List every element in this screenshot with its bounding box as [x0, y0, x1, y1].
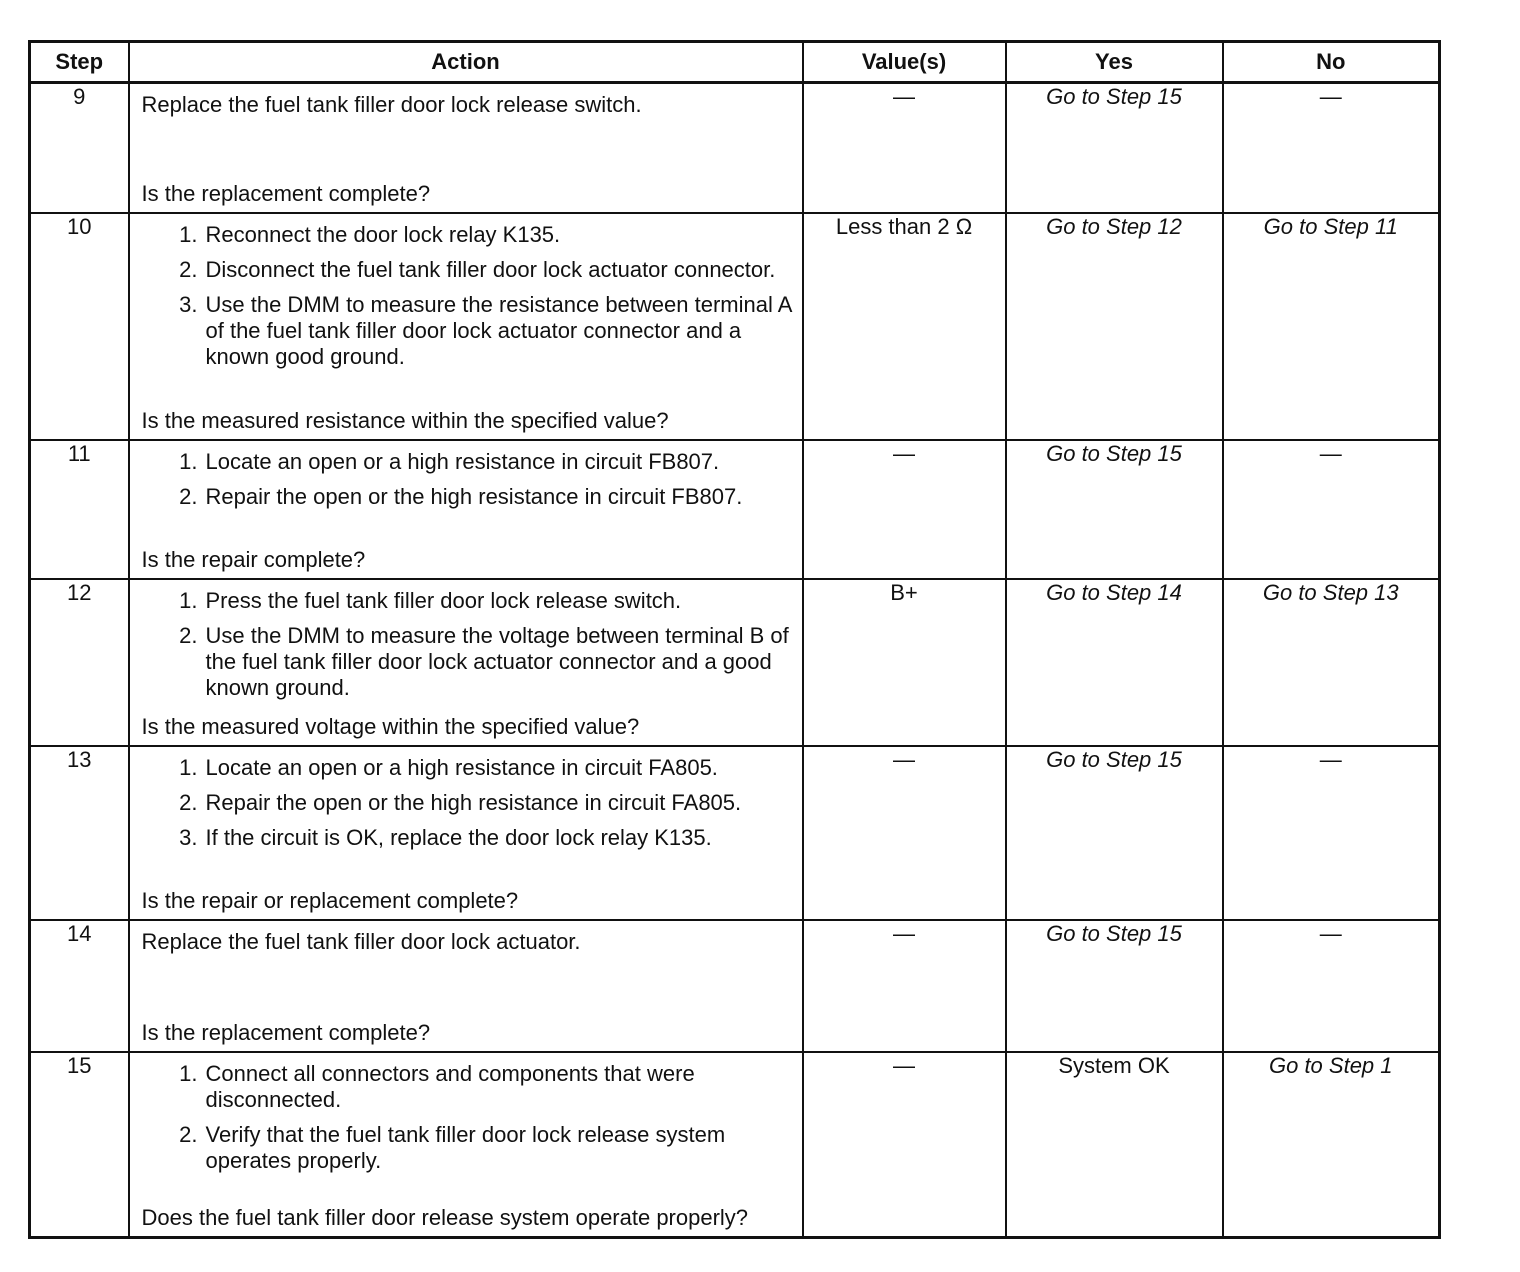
table-row: [30, 746, 1440, 920]
value-cell: —: [803, 1052, 1006, 1238]
step-number: 11: [30, 440, 129, 579]
list-item: 2. Use the DMM to measure the voltage between terminal B of the fuel tank filler door lock actuator connector and a good known ground.: [179, 623, 789, 700]
action-text: Replace the fuel tank filler door lock actuator.: [141, 929, 581, 954]
no-cell: —: [1223, 746, 1440, 920]
value-cell: —: [803, 440, 1006, 579]
action-steps: [142, 588, 792, 703]
header-row: [30, 42, 1440, 83]
yes-link[interactable]: Go to Step 15: [1006, 746, 1223, 920]
action-steps: [142, 1061, 792, 1176]
list-item: 1. Press the fuel tank filler door lock release switch.: [179, 588, 682, 613]
diagnostic-table: [28, 40, 1441, 1239]
action-question: Is the repair complete?: [141, 547, 366, 572]
table-row: [30, 83, 1440, 214]
yes-result: System OK: [1006, 1052, 1223, 1238]
value-cell: B+: [803, 579, 1006, 746]
step-number: 14: [30, 920, 129, 1052]
list-item: 1. Reconnect the door lock relay K135.: [179, 222, 561, 247]
table-row: [30, 213, 1440, 440]
value-cell: —: [803, 920, 1006, 1052]
header-step: Step: [30, 42, 129, 83]
action-cell: [129, 83, 803, 214]
yes-link[interactable]: Go to Step 15: [1006, 83, 1223, 214]
list-item: 2. Verify that the fuel tank filler door lock release system operates properly.: [179, 1122, 726, 1173]
action-steps: [142, 755, 792, 853]
yes-link[interactable]: Go to Step 14: [1006, 579, 1223, 746]
step-number: 12: [30, 579, 129, 746]
no-link[interactable]: Go to Step 11: [1223, 213, 1440, 440]
no-link[interactable]: Go to Step 1: [1223, 1052, 1440, 1238]
header-no: No: [1223, 42, 1440, 83]
value-cell: —: [803, 746, 1006, 920]
no-link[interactable]: Go to Step 13: [1223, 579, 1440, 746]
header-yes: Yes: [1006, 42, 1223, 83]
value-cell: Less than 2 Ω: [803, 213, 1006, 440]
yes-link[interactable]: Go to Step 15: [1006, 920, 1223, 1052]
action-question: Is the repair or replacement complete?: [141, 888, 519, 913]
table-row: [30, 1052, 1440, 1238]
action-question: Is the measured voltage within the specified value?: [141, 714, 640, 739]
step-number: 9: [30, 83, 129, 214]
list-item: 3. Use the DMM to measure the resistance between terminal A of the fuel tank filler door lock actuator connector and a known good ground.: [179, 292, 792, 369]
no-cell: —: [1223, 83, 1440, 214]
yes-link[interactable]: Go to Step 12: [1006, 213, 1223, 440]
value-cell: —: [803, 83, 1006, 214]
no-cell: —: [1223, 920, 1440, 1052]
action-cell: [129, 1052, 803, 1238]
table-row: [30, 440, 1440, 579]
list-item: 1. Locate an open or a high resistance in circuit FB807.: [179, 449, 720, 474]
action-cell: [129, 746, 803, 920]
action-cell: [129, 920, 803, 1052]
list-item: 2. Repair the open or the high resistance in circuit FB807.: [179, 484, 743, 509]
header-values: Value(s): [803, 42, 1006, 83]
list-item: 3. If the circuit is OK, replace the door lock relay K135.: [179, 825, 712, 850]
action-steps: [142, 449, 792, 512]
action-question: Does the fuel tank filler door release system operate properly?: [141, 1205, 749, 1230]
list-item: 1. Locate an open or a high resistance in circuit FA805.: [179, 755, 718, 780]
action-cell: [129, 579, 803, 746]
list-item: 2. Disconnect the fuel tank filler door lock actuator connector.: [179, 257, 776, 282]
list-item: 1. Connect all connectors and components that were disconnected.: [179, 1061, 695, 1112]
action-cell: [129, 440, 803, 579]
action-question: Is the measured resistance within the specified value?: [141, 408, 669, 433]
header-action: Action: [129, 42, 803, 83]
table-row: [30, 579, 1440, 746]
action-question: Is the replacement complete?: [141, 1020, 431, 1045]
action-cell: [129, 213, 803, 440]
list-item: 2. Repair the open or the high resistance in circuit FA805.: [179, 790, 742, 815]
step-number: 15: [30, 1052, 129, 1238]
step-number: 10: [30, 213, 129, 440]
action-text: Replace the fuel tank filler door lock release switch.: [141, 92, 642, 117]
action-steps: [142, 222, 792, 372]
yes-link[interactable]: Go to Step 15: [1006, 440, 1223, 579]
step-number: 13: [30, 746, 129, 920]
table-row: [30, 920, 1440, 1052]
no-cell: —: [1223, 440, 1440, 579]
action-question: Is the replacement complete?: [141, 181, 431, 206]
